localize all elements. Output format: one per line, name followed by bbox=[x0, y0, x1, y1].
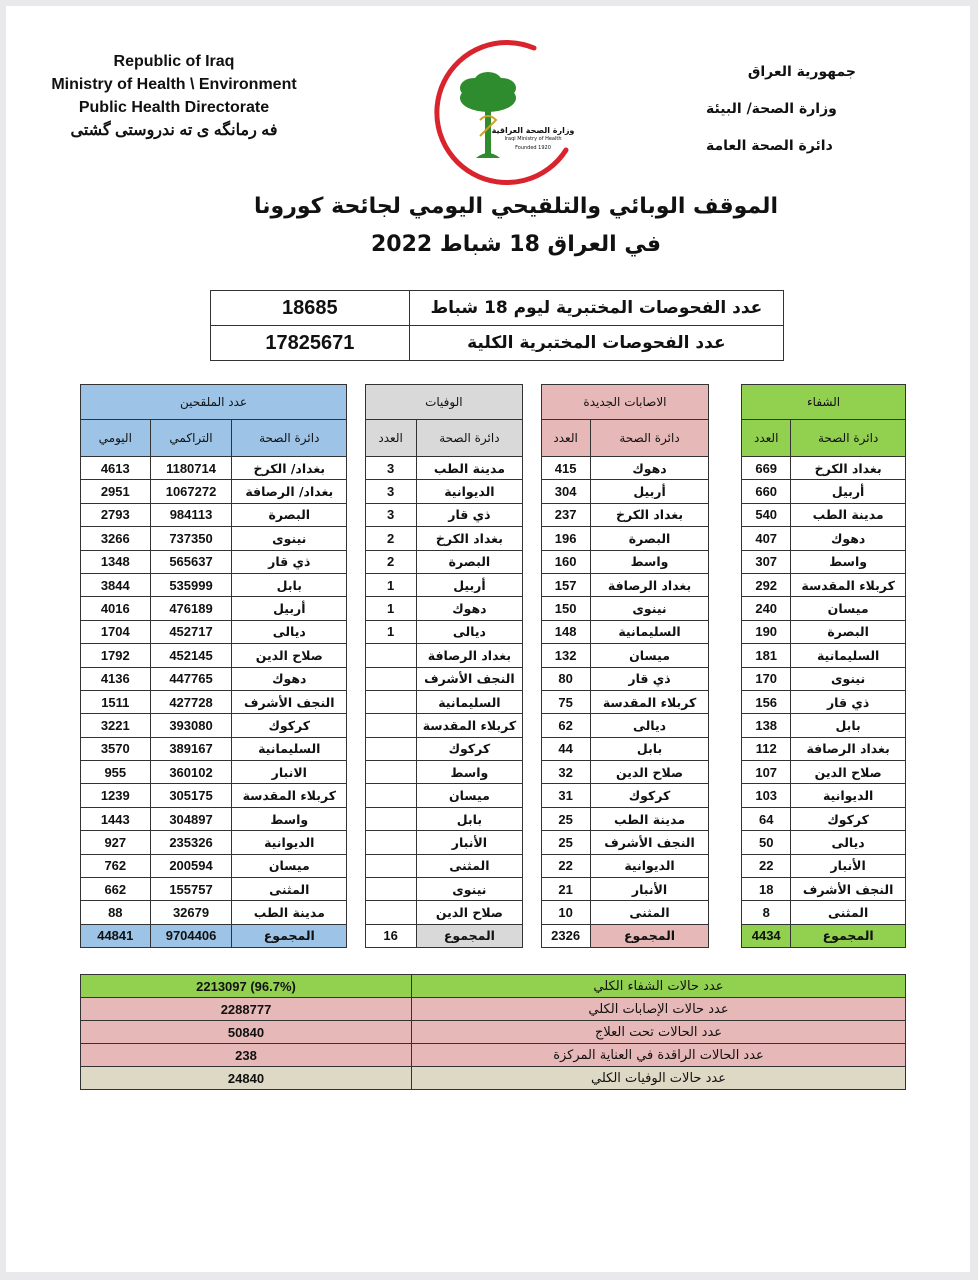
cases-dept-cell: النجف الأشرف bbox=[590, 831, 709, 854]
table-row bbox=[81, 620, 906, 643]
cases-count-cell: 80 bbox=[541, 667, 590, 690]
col-dept: دائرة الصحة bbox=[590, 420, 709, 457]
deaths-group-header: الوفيات bbox=[365, 385, 523, 420]
cases-dept-cell: ديالى bbox=[590, 714, 709, 737]
vacc-cumulative-cell: 360102 bbox=[150, 761, 232, 784]
vacc-dept-cell: بابل bbox=[232, 573, 347, 596]
table-row bbox=[81, 573, 906, 596]
recovered-count-cell: 18 bbox=[742, 878, 791, 901]
table-row bbox=[81, 503, 906, 526]
deaths-count-cell bbox=[365, 831, 416, 854]
ministry-logo-icon bbox=[416, 40, 576, 190]
totals-row bbox=[81, 924, 906, 947]
vacc-dept-cell: ذي قار bbox=[232, 550, 347, 573]
table-row bbox=[81, 644, 906, 667]
recovered-dept-cell: دهوك bbox=[791, 527, 906, 550]
vacc-daily-cell: 2793 bbox=[81, 503, 151, 526]
new-cases-group-header: الاصابات الجديدة bbox=[541, 385, 709, 420]
vacc-daily-cell: 4613 bbox=[81, 457, 151, 480]
vacc-daily-cell: 1511 bbox=[81, 690, 151, 713]
cases-count-cell: 237 bbox=[541, 503, 590, 526]
vacc-cumulative-cell: 535999 bbox=[150, 573, 232, 596]
col-count: العدد bbox=[742, 420, 791, 457]
recovered-dept-cell: واسط bbox=[791, 550, 906, 573]
cases-count-cell: 132 bbox=[541, 644, 590, 667]
deaths-count-cell: 2 bbox=[365, 527, 416, 550]
vacc-cumulative-cell: 235326 bbox=[150, 831, 232, 854]
summary-value: 50840 bbox=[81, 1021, 412, 1044]
vacc-dept-cell: نينوى bbox=[232, 527, 347, 550]
total-label: المجموع bbox=[232, 924, 347, 947]
vacc-cumulative-cell: 389167 bbox=[150, 737, 232, 760]
cases-dept-cell: كركوك bbox=[590, 784, 709, 807]
cases-count-cell: 160 bbox=[541, 550, 590, 573]
deaths-count-cell bbox=[365, 761, 416, 784]
summary-value: 238 bbox=[81, 1044, 412, 1067]
vacc-daily-cell: 1348 bbox=[81, 550, 151, 573]
vacc-daily-cell: 3266 bbox=[81, 527, 151, 550]
summary-label: عدد الحالات تحت العلاج bbox=[412, 1021, 906, 1044]
vacc-daily-cell: 3221 bbox=[81, 714, 151, 737]
summary-row bbox=[81, 975, 906, 998]
cases-dept-cell: بغداد الكرخ bbox=[590, 503, 709, 526]
recovered-count-cell: 138 bbox=[742, 714, 791, 737]
deaths-dept-cell: كربلاء المقدسة bbox=[416, 714, 522, 737]
total-deaths: 16 bbox=[365, 924, 416, 947]
vacc-daily-cell: 2951 bbox=[81, 480, 151, 503]
deaths-count-cell: 3 bbox=[365, 480, 416, 503]
recovered-dept-cell: كربلاء المقدسة bbox=[791, 573, 906, 596]
vacc-daily-cell: 1443 bbox=[81, 807, 151, 830]
deaths-dept-cell: واسط bbox=[416, 761, 522, 784]
cases-dept-cell: المثنى bbox=[590, 901, 709, 924]
vacc-cumulative-cell: 393080 bbox=[150, 714, 232, 737]
table-row bbox=[81, 761, 906, 784]
table-row bbox=[81, 690, 906, 713]
vacc-cumulative-cell: 565637 bbox=[150, 550, 232, 573]
table-row bbox=[81, 901, 906, 924]
cases-dept-cell: ميسان bbox=[590, 644, 709, 667]
recovered-count-cell: 190 bbox=[742, 620, 791, 643]
logo-english-text: Iraqi Ministry of Health bbox=[504, 136, 562, 142]
col-count: العدد bbox=[541, 420, 590, 457]
deaths-count-cell bbox=[365, 644, 416, 667]
table-row bbox=[81, 737, 906, 760]
vacc-dept-cell: بغداد/ الرصافة bbox=[232, 480, 347, 503]
recovered-count-cell: 156 bbox=[742, 690, 791, 713]
recovered-count-cell: 292 bbox=[742, 573, 791, 596]
logo-arabic-text: وزارة الصحة العراقية bbox=[491, 126, 575, 135]
recovered-count-cell: 103 bbox=[742, 784, 791, 807]
cases-dept-cell: أربيل bbox=[590, 480, 709, 503]
table-row bbox=[81, 807, 906, 830]
table-row bbox=[81, 854, 906, 877]
vacc-daily-cell: 662 bbox=[81, 878, 151, 901]
recovered-group-header: الشفاء bbox=[742, 385, 906, 420]
total-new-cases: 2326 bbox=[541, 924, 590, 947]
cases-dept-cell: نينوى bbox=[590, 597, 709, 620]
vacc-dept-cell: دهوك bbox=[232, 667, 347, 690]
vacc-dept-cell: الانبار bbox=[232, 761, 347, 784]
table-row bbox=[81, 457, 906, 480]
deaths-count-cell: 1 bbox=[365, 573, 416, 596]
deaths-count-cell: 3 bbox=[365, 503, 416, 526]
vacc-cumulative-cell: 305175 bbox=[150, 784, 232, 807]
deaths-count-cell bbox=[365, 667, 416, 690]
cases-count-cell: 25 bbox=[541, 807, 590, 830]
vacc-dept-cell: ديالى bbox=[232, 620, 347, 643]
cases-count-cell: 415 bbox=[541, 457, 590, 480]
deaths-dept-cell: بابل bbox=[416, 807, 522, 830]
cases-dept-cell: دهوك bbox=[590, 457, 709, 480]
table-row bbox=[81, 878, 906, 901]
vacc-daily-cell: 1239 bbox=[81, 784, 151, 807]
cases-count-cell: 22 bbox=[541, 854, 590, 877]
cases-dept-cell: الأنبار bbox=[590, 878, 709, 901]
vacc-cumulative-cell: 304897 bbox=[150, 807, 232, 830]
recovered-dept-cell: بغداد الكرخ bbox=[791, 457, 906, 480]
total-label: المجموع bbox=[791, 924, 906, 947]
deaths-count-cell bbox=[365, 690, 416, 713]
recovered-count-cell: 112 bbox=[742, 737, 791, 760]
header-english bbox=[40, 50, 308, 142]
vaccinated-group-header: عدد الملقحين bbox=[81, 385, 347, 420]
table-row bbox=[81, 831, 906, 854]
vacc-cumulative-cell: 476189 bbox=[150, 597, 232, 620]
deaths-dept-cell: الديوانية bbox=[416, 480, 522, 503]
col-dept: دائرة الصحة bbox=[416, 420, 522, 457]
col-daily: اليومي bbox=[81, 420, 151, 457]
deaths-count-cell bbox=[365, 737, 416, 760]
recovered-dept-cell: كركوك bbox=[791, 807, 906, 830]
vacc-cumulative-cell: 427728 bbox=[150, 690, 232, 713]
vacc-dept-cell: كربلاء المقدسة bbox=[232, 784, 347, 807]
summary-row bbox=[81, 1044, 906, 1067]
cases-dept-cell: ذي قار bbox=[590, 667, 709, 690]
vacc-dept-cell: مدينة الطب bbox=[232, 901, 347, 924]
total-tests-row bbox=[211, 326, 784, 361]
summary-value: 2288777 bbox=[81, 998, 412, 1021]
vacc-dept-cell: بغداد/ الكرخ bbox=[232, 457, 347, 480]
col-cumulative: التراكمي bbox=[150, 420, 232, 457]
recovered-count-cell: 64 bbox=[742, 807, 791, 830]
deaths-dept-cell: النجف الأشرف bbox=[416, 667, 522, 690]
recovered-count-cell: 669 bbox=[742, 457, 791, 480]
vacc-cumulative-cell: 737350 bbox=[150, 527, 232, 550]
recovered-dept-cell: الديوانية bbox=[791, 784, 906, 807]
col-dept: دائرة الصحة bbox=[791, 420, 906, 457]
deaths-dept-cell: المثنى bbox=[416, 854, 522, 877]
recovered-dept-cell: صلاح الدين bbox=[791, 761, 906, 784]
summary-value: 24840 bbox=[81, 1067, 412, 1090]
cases-dept-cell: واسط bbox=[590, 550, 709, 573]
recovered-dept-cell: مدينة الطب bbox=[791, 503, 906, 526]
daily-statistics-table bbox=[80, 384, 906, 948]
vacc-daily-cell: 1792 bbox=[81, 644, 151, 667]
group-header-row bbox=[81, 385, 906, 420]
table-row bbox=[81, 550, 906, 573]
col-dept: دائرة الصحة bbox=[232, 420, 347, 457]
cases-count-cell: 304 bbox=[541, 480, 590, 503]
recovered-dept-cell: بابل bbox=[791, 714, 906, 737]
table-row bbox=[81, 784, 906, 807]
vacc-daily-cell: 4016 bbox=[81, 597, 151, 620]
deaths-count-cell bbox=[365, 784, 416, 807]
cases-count-cell: 31 bbox=[541, 784, 590, 807]
recovered-dept-cell: النجف الأشرف bbox=[791, 878, 906, 901]
cases-count-cell: 148 bbox=[541, 620, 590, 643]
vacc-dept-cell: واسط bbox=[232, 807, 347, 830]
deaths-dept-cell: ديالى bbox=[416, 620, 522, 643]
vacc-dept-cell: البصرة bbox=[232, 503, 347, 526]
vacc-dept-cell: ميسان bbox=[232, 854, 347, 877]
vacc-daily-cell: 927 bbox=[81, 831, 151, 854]
vacc-cumulative-cell: 1067272 bbox=[150, 480, 232, 503]
recovered-dept-cell: نينوى bbox=[791, 667, 906, 690]
vacc-daily-cell: 88 bbox=[81, 901, 151, 924]
recovered-count-cell: 50 bbox=[742, 831, 791, 854]
deaths-count-cell bbox=[365, 878, 416, 901]
cases-count-cell: 196 bbox=[541, 527, 590, 550]
vacc-dept-cell: كركوك bbox=[232, 714, 347, 737]
cases-dept-cell: البصرة bbox=[590, 527, 709, 550]
summary-value: 2213097 (96.7%) bbox=[81, 975, 412, 998]
deaths-count-cell: 2 bbox=[365, 550, 416, 573]
cases-dept-cell: مدينة الطب bbox=[590, 807, 709, 830]
deaths-dept-cell: بغداد الرصافة bbox=[416, 644, 522, 667]
deaths-count-cell: 1 bbox=[365, 597, 416, 620]
deaths-count-cell bbox=[365, 807, 416, 830]
total-label: المجموع bbox=[590, 924, 709, 947]
table-body bbox=[81, 457, 906, 925]
total-recovered: 4434 bbox=[742, 924, 791, 947]
vacc-dept-cell: السليمانية bbox=[232, 737, 347, 760]
vacc-cumulative-cell: 200594 bbox=[150, 854, 232, 877]
cases-dept-cell: بغداد الرصافة bbox=[590, 573, 709, 596]
cases-dept-cell: الديوانية bbox=[590, 854, 709, 877]
col-count: العدد bbox=[365, 420, 416, 457]
header-kurdish-line: فه رمانگه ی ته ندروستی گشتی bbox=[70, 122, 278, 139]
vacc-cumulative-cell: 32679 bbox=[150, 901, 232, 924]
total-label: المجموع bbox=[416, 924, 522, 947]
cases-count-cell: 157 bbox=[541, 573, 590, 596]
total-vacc-daily: 44841 bbox=[81, 924, 151, 947]
deaths-dept-cell: ذي قار bbox=[416, 503, 522, 526]
table-row bbox=[81, 667, 906, 690]
deaths-dept-cell: مدينة الطب bbox=[416, 457, 522, 480]
deaths-dept-cell: كركوك bbox=[416, 737, 522, 760]
vacc-cumulative-cell: 452145 bbox=[150, 644, 232, 667]
daily-tests-value: 18685 bbox=[211, 291, 410, 326]
title-line-1: الموقف الوبائي والتلقيحي اليومي لجائحة كورونا bbox=[254, 194, 778, 219]
total-vacc-cumulative: 9704406 bbox=[150, 924, 232, 947]
header-ar-line: جمهورية العراق bbox=[747, 64, 856, 80]
table-row bbox=[81, 480, 906, 503]
logo-founded-text: Founded 1920 bbox=[515, 145, 551, 151]
daily-tests-row bbox=[211, 291, 784, 326]
summary-row bbox=[81, 998, 906, 1021]
recovered-dept-cell: الأنبار bbox=[791, 854, 906, 877]
deaths-dept-cell: صلاح الدين bbox=[416, 901, 522, 924]
cases-count-cell: 10 bbox=[541, 901, 590, 924]
recovered-dept-cell: البصرة bbox=[791, 620, 906, 643]
deaths-dept-cell: نينوى bbox=[416, 878, 522, 901]
vacc-cumulative-cell: 452717 bbox=[150, 620, 232, 643]
lab-tests-table bbox=[210, 290, 784, 361]
summary-table bbox=[80, 974, 906, 1090]
title-line-2: في العراق 18 شباط 2022 bbox=[370, 232, 661, 257]
recovered-count-cell: 660 bbox=[742, 480, 791, 503]
recovered-dept-cell: ديالى bbox=[791, 831, 906, 854]
deaths-dept-cell: السليمانية bbox=[416, 690, 522, 713]
deaths-dept-cell: البصرة bbox=[416, 550, 522, 573]
recovered-count-cell: 8 bbox=[742, 901, 791, 924]
summary-label: عدد حالات الإصابات الكلي bbox=[412, 998, 906, 1021]
vacc-daily-cell: 955 bbox=[81, 761, 151, 784]
summary-label: عدد الحالات الراقدة في العناية المركزة bbox=[412, 1044, 906, 1067]
recovered-count-cell: 107 bbox=[742, 761, 791, 784]
table-row bbox=[81, 527, 906, 550]
recovered-count-cell: 307 bbox=[742, 550, 791, 573]
recovered-count-cell: 407 bbox=[742, 527, 791, 550]
recovered-dept-cell: أربيل bbox=[791, 480, 906, 503]
vacc-cumulative-cell: 447765 bbox=[150, 667, 232, 690]
cases-count-cell: 25 bbox=[541, 831, 590, 854]
vacc-daily-cell: 3844 bbox=[81, 573, 151, 596]
cases-count-cell: 150 bbox=[541, 597, 590, 620]
summary-row bbox=[81, 1021, 906, 1044]
recovered-count-cell: 170 bbox=[742, 667, 791, 690]
cases-dept-cell: السليمانية bbox=[590, 620, 709, 643]
deaths-count-cell bbox=[365, 901, 416, 924]
cases-dept-cell: كربلاء المقدسة bbox=[590, 690, 709, 713]
vacc-dept-cell: المثنى bbox=[232, 878, 347, 901]
recovered-dept-cell: المثنى bbox=[791, 901, 906, 924]
cases-dept-cell: صلاح الدين bbox=[590, 761, 709, 784]
vacc-dept-cell: النجف الأشرف bbox=[232, 690, 347, 713]
total-tests-value: 17825671 bbox=[211, 326, 410, 361]
summary-row bbox=[81, 1067, 906, 1090]
recovered-count-cell: 540 bbox=[742, 503, 791, 526]
vacc-cumulative-cell: 1180714 bbox=[150, 457, 232, 480]
cases-count-cell: 32 bbox=[541, 761, 590, 784]
vacc-daily-cell: 3570 bbox=[81, 737, 151, 760]
recovered-dept-cell: ذي قار bbox=[791, 690, 906, 713]
cases-count-cell: 75 bbox=[541, 690, 590, 713]
deaths-count-cell: 1 bbox=[365, 620, 416, 643]
header-en-line: Public Health Directorate bbox=[78, 99, 270, 116]
vacc-cumulative-cell: 155757 bbox=[150, 878, 232, 901]
vacc-cumulative-cell: 984113 bbox=[150, 503, 232, 526]
vacc-dept-cell: الديوانية bbox=[232, 831, 347, 854]
column-header-row bbox=[81, 420, 906, 457]
deaths-dept-cell: ميسان bbox=[416, 784, 522, 807]
cases-count-cell: 62 bbox=[541, 714, 590, 737]
vacc-daily-cell: 4136 bbox=[81, 667, 151, 690]
deaths-dept-cell: الأنبار bbox=[416, 831, 522, 854]
recovered-dept-cell: بغداد الرصافة bbox=[791, 737, 906, 760]
header-ar-line: دائرة الصحة العامة bbox=[706, 138, 833, 154]
deaths-dept-cell: دهوك bbox=[416, 597, 522, 620]
recovered-count-cell: 181 bbox=[742, 644, 791, 667]
deaths-count-cell bbox=[365, 854, 416, 877]
recovered-dept-cell: ميسان bbox=[791, 597, 906, 620]
summary-label: عدد حالات الشفاء الكلي bbox=[412, 975, 906, 998]
recovered-count-cell: 240 bbox=[742, 597, 791, 620]
vacc-dept-cell: أربيل bbox=[232, 597, 347, 620]
summary-label: عدد حالات الوفيات الكلي bbox=[412, 1067, 906, 1090]
deaths-dept-cell: أربيل bbox=[416, 573, 522, 596]
daily-tests-label: عدد الفحوصات المختبرية ليوم 18 شباط bbox=[409, 291, 783, 326]
table-row bbox=[81, 597, 906, 620]
table-row bbox=[81, 714, 906, 737]
recovered-count-cell: 22 bbox=[742, 854, 791, 877]
header-en-line: Ministry of Health \ Environment bbox=[51, 76, 297, 93]
vacc-dept-cell: صلاح الدين bbox=[232, 644, 347, 667]
vacc-daily-cell: 1704 bbox=[81, 620, 151, 643]
header-arabic bbox=[706, 54, 856, 165]
cases-dept-cell: بابل bbox=[590, 737, 709, 760]
cases-count-cell: 44 bbox=[541, 737, 590, 760]
vacc-daily-cell: 762 bbox=[81, 854, 151, 877]
total-tests-label: عدد الفحوصات المختبرية الكلية bbox=[409, 326, 783, 361]
page-title bbox=[206, 188, 826, 264]
deaths-count-cell: 3 bbox=[365, 457, 416, 480]
header-en-line: Republic of Iraq bbox=[113, 53, 235, 70]
deaths-count-cell bbox=[365, 714, 416, 737]
cases-count-cell: 21 bbox=[541, 878, 590, 901]
document-page bbox=[6, 6, 970, 1272]
recovered-dept-cell: السليمانية bbox=[791, 644, 906, 667]
deaths-dept-cell: بغداد الكرخ bbox=[416, 527, 522, 550]
header-ar-line: وزارة الصحة/ البيئة bbox=[706, 101, 837, 117]
